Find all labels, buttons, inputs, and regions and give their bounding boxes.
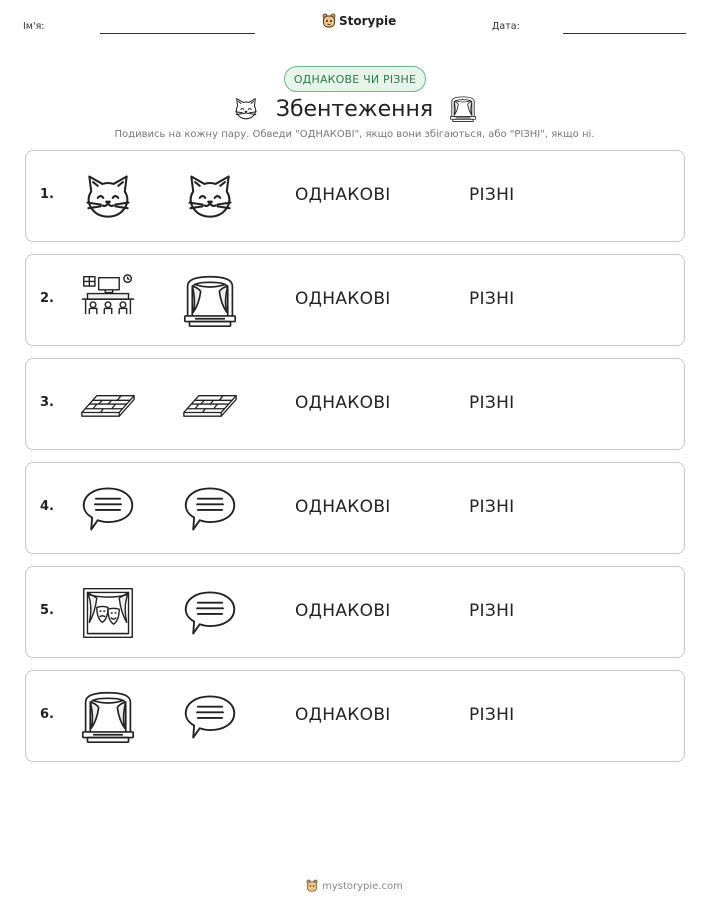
speech-bubble-icon (182, 585, 238, 641)
name-label: Ім'я: (23, 21, 45, 32)
list-item (25, 358, 685, 450)
cat-icon (232, 95, 260, 123)
different-option[interactable]: РІЗНІ (469, 185, 515, 205)
storypie-mascot-icon (322, 13, 336, 29)
row-number: 2. (40, 291, 54, 306)
row-number: 6. (40, 707, 54, 722)
storypie-mascot-icon (306, 879, 318, 893)
stage-icon (182, 273, 238, 329)
theater-masks-icon (80, 585, 136, 641)
title-row (0, 92, 709, 126)
row-number: 4. (40, 499, 54, 514)
brand-name: Storypie (339, 14, 397, 28)
instructions: Подивись на кожну пару. Обведи "ОДНАКОВІ", якщо вони збігаються, або "РІЗНІ", якщо ні. (114, 129, 595, 140)
same-option[interactable]: ОДНАКОВІ (295, 705, 391, 725)
list-item (25, 462, 685, 554)
footer (0, 879, 709, 893)
page-title: Збентеження (275, 96, 434, 122)
row-number: 1. (40, 187, 54, 202)
different-option[interactable]: РІЗНІ (469, 497, 515, 517)
stage-icon (80, 689, 136, 745)
list-item (25, 150, 685, 242)
name-line[interactable] (100, 33, 255, 34)
different-option[interactable]: РІЗНІ (469, 601, 515, 621)
list-item (25, 254, 685, 346)
cat-icon (182, 169, 238, 225)
stage-icon (449, 95, 477, 123)
different-option[interactable]: РІЗНІ (469, 705, 515, 725)
footer-url: mystorypie.com (322, 880, 403, 892)
same-option[interactable]: ОДНАКОВІ (295, 289, 391, 309)
classroom-icon (80, 273, 136, 329)
list-item (25, 566, 685, 658)
list-item (25, 670, 685, 762)
wooden-floor-icon (80, 377, 136, 433)
same-option[interactable]: ОДНАКОВІ (295, 185, 391, 205)
brand-logo (322, 13, 396, 29)
row-number: 3. (40, 395, 54, 410)
same-option[interactable]: ОДНАКОВІ (295, 601, 391, 621)
different-option[interactable]: РІЗНІ (469, 393, 515, 413)
different-option[interactable]: РІЗНІ (469, 289, 515, 309)
speech-bubble-icon (182, 689, 238, 745)
same-option[interactable]: ОДНАКОВІ (295, 497, 391, 517)
date-label: Дата: (492, 21, 520, 32)
speech-bubble-icon (80, 481, 136, 537)
date-line[interactable] (563, 33, 686, 34)
row-number: 5. (40, 603, 54, 618)
cat-icon (80, 169, 136, 225)
wooden-floor-icon (182, 377, 238, 433)
same-option[interactable]: ОДНАКОВІ (295, 393, 391, 413)
speech-bubble-icon (182, 481, 238, 537)
worksheet-type-badge: ОДНАКОВЕ ЧИ РІЗНЕ (284, 66, 426, 92)
